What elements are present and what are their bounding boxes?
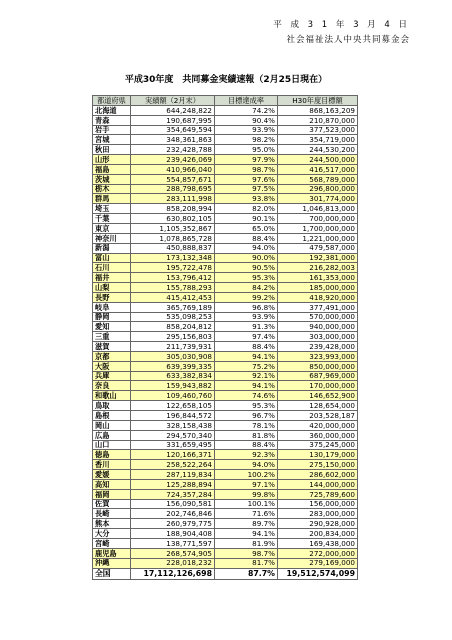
actual-cell: 415,412,453: [131, 292, 215, 302]
actual-cell: 354,649,594: [131, 125, 215, 135]
table-row: [93, 214, 358, 224]
actual-cell: 109,460,760: [131, 391, 215, 401]
table-row: [93, 322, 358, 332]
prefecture-cell: 千葉: [93, 214, 131, 224]
total-target: 19,512,574,099: [278, 568, 358, 580]
total-label: 全国: [93, 568, 131, 580]
target-cell: 200,834,000: [278, 529, 358, 539]
target-cell: 170,000,000: [278, 381, 358, 391]
target-cell: 275,150,000: [278, 460, 358, 470]
rate-cell: 90.1%: [215, 214, 278, 224]
rate-cell: 75.2%: [215, 361, 278, 371]
rate-cell: 88.4%: [215, 440, 278, 450]
target-cell: 479,587,000: [278, 243, 358, 253]
prefecture-cell: 静岡: [93, 312, 131, 322]
prefecture-cell: 奈良: [93, 381, 131, 391]
actual-cell: 305,030,908: [131, 351, 215, 361]
prefecture-cell: 高知: [93, 479, 131, 489]
actual-cell: 630,802,105: [131, 214, 215, 224]
report-title: 平成30年度 共同募金実績速報（2月25日現在）: [124, 75, 328, 85]
prefecture-cell: 神奈川: [93, 233, 131, 243]
actual-cell: 331,659,495: [131, 440, 215, 450]
table-row: [93, 292, 358, 302]
rate-cell: 65.0%: [215, 223, 278, 233]
table-row: [93, 529, 358, 539]
actual-cell: 1,078,865,728: [131, 233, 215, 243]
target-cell: 323,993,000: [278, 351, 358, 361]
rate-cell: 71.6%: [215, 509, 278, 519]
actual-cell: 239,426,069: [131, 155, 215, 165]
actual-cell: 196,844,572: [131, 411, 215, 421]
col-header-target: H30年度目標額: [278, 96, 358, 106]
actual-cell: 858,208,994: [131, 204, 215, 214]
target-cell: 303,000,000: [278, 332, 358, 342]
table-row: [93, 401, 358, 411]
table-row: [93, 105, 358, 115]
prefecture-cell: 新潟: [93, 243, 131, 253]
rate-cell: 97.4%: [215, 332, 278, 342]
prefecture-cell: 群馬: [93, 194, 131, 204]
rate-cell: 95.3%: [215, 273, 278, 283]
rate-cell: 81.9%: [215, 538, 278, 548]
target-cell: 279,169,000: [278, 558, 358, 568]
target-cell: 144,000,000: [278, 479, 358, 489]
target-cell: 169,438,000: [278, 538, 358, 548]
target-cell: 161,353,000: [278, 273, 358, 283]
target-cell: 203,528,187: [278, 411, 358, 421]
table-row: [93, 391, 358, 401]
target-cell: 301,774,000: [278, 194, 358, 204]
actual-cell: 295,156,803: [131, 332, 215, 342]
prefecture-cell: 山形: [93, 155, 131, 165]
rate-cell: 92.3%: [215, 450, 278, 460]
table-row: [93, 332, 358, 342]
actual-cell: 202,746,846: [131, 509, 215, 519]
rate-cell: 93.9%: [215, 125, 278, 135]
rate-cell: 94.1%: [215, 381, 278, 391]
table-row: [93, 174, 358, 184]
actual-cell: 450,888,837: [131, 243, 215, 253]
prefecture-cell: 山梨: [93, 283, 131, 293]
prefecture-cell: 広島: [93, 430, 131, 440]
target-cell: 1,700,000,000: [278, 223, 358, 233]
prefecture-cell: 栃木: [93, 184, 131, 194]
target-cell: 296,800,000: [278, 184, 358, 194]
rate-cell: 90.5%: [215, 263, 278, 273]
total-rate: 87.7%: [215, 568, 278, 580]
prefecture-cell: 香川: [93, 460, 131, 470]
rate-cell: 97.6%: [215, 174, 278, 184]
target-cell: 272,000,000: [278, 548, 358, 558]
target-cell: 192,381,000: [278, 253, 358, 263]
prefecture-cell: 福島: [93, 164, 131, 174]
table-row: [93, 243, 358, 253]
rate-cell: 74.2%: [215, 105, 278, 115]
target-cell: 216,282,003: [278, 263, 358, 273]
target-cell: 290,928,000: [278, 519, 358, 529]
actual-cell: 122,658,105: [131, 401, 215, 411]
target-cell: 725,789,600: [278, 489, 358, 499]
target-cell: 850,000,000: [278, 361, 358, 371]
prefecture-cell: 岐阜: [93, 302, 131, 312]
table-row: [93, 450, 358, 460]
rate-cell: 100.1%: [215, 499, 278, 509]
table-row: [93, 460, 358, 470]
table-row: [93, 479, 358, 489]
prefecture-cell: 長崎: [93, 509, 131, 519]
table-row: [93, 184, 358, 194]
actual-cell: 153,796,412: [131, 273, 215, 283]
target-cell: 360,000,000: [278, 430, 358, 440]
table-row: [93, 420, 358, 430]
rate-cell: 98.7%: [215, 548, 278, 558]
prefecture-cell: 岩手: [93, 125, 131, 135]
prefecture-cell: 三重: [93, 332, 131, 342]
actual-cell: 156,090,581: [131, 499, 215, 509]
prefecture-cell: 宮崎: [93, 538, 131, 548]
prefecture-cell: 鳥取: [93, 401, 131, 411]
prefecture-cell: 長野: [93, 292, 131, 302]
actual-cell: 287,119,834: [131, 470, 215, 480]
table-row: [93, 558, 358, 568]
prefecture-cell: 愛知: [93, 322, 131, 332]
table-row: [93, 499, 358, 509]
table-row: [93, 194, 358, 204]
actual-cell: 283,111,998: [131, 194, 215, 204]
rate-cell: 96.7%: [215, 411, 278, 421]
table-row: [93, 223, 358, 233]
actual-cell: 1,105,352,867: [131, 223, 215, 233]
target-cell: 940,000,000: [278, 322, 358, 332]
rate-cell: 82.0%: [215, 204, 278, 214]
rate-cell: 84.2%: [215, 283, 278, 293]
actual-cell: 268,574,905: [131, 548, 215, 558]
table-row: [93, 411, 358, 421]
results-table: [92, 95, 358, 580]
table-header-row: [93, 96, 358, 106]
prefecture-cell: 大阪: [93, 361, 131, 371]
prefecture-cell: 佐賀: [93, 499, 131, 509]
target-cell: 570,000,000: [278, 312, 358, 322]
actual-cell: 138,771,597: [131, 538, 215, 548]
target-cell: 868,163,209: [278, 105, 358, 115]
target-cell: 687,969,000: [278, 371, 358, 381]
table-row: [93, 361, 358, 371]
target-cell: 1,046,813,000: [278, 204, 358, 214]
prefecture-cell: 秋田: [93, 145, 131, 155]
rate-cell: 81.8%: [215, 430, 278, 440]
total-row: [93, 568, 358, 580]
prefecture-cell: 北海道: [93, 105, 131, 115]
table-row: [93, 164, 358, 174]
table-row: [93, 470, 358, 480]
actual-cell: 211,739,931: [131, 342, 215, 352]
rate-cell: 98.7%: [215, 164, 278, 174]
actual-cell: 260,979,775: [131, 519, 215, 529]
col-header-prefecture: 都道府県: [93, 96, 131, 106]
actual-cell: 724,357,284: [131, 489, 215, 499]
table-row: [93, 548, 358, 558]
table-row: [93, 273, 358, 283]
prefecture-cell: 京都: [93, 351, 131, 361]
target-cell: 244,530,200: [278, 145, 358, 155]
table-row: [93, 538, 358, 548]
actual-cell: 410,966,040: [131, 164, 215, 174]
actual-cell: 328,158,438: [131, 420, 215, 430]
target-cell: 420,000,000: [278, 420, 358, 430]
rate-cell: 90.0%: [215, 253, 278, 263]
prefecture-cell: 福井: [93, 273, 131, 283]
actual-cell: 639,399,335: [131, 361, 215, 371]
table-row: [93, 204, 358, 214]
organization-name: 社会福祉法人中央共同募金会: [286, 35, 410, 45]
actual-cell: 125,288,894: [131, 479, 215, 489]
rate-cell: 74.6%: [215, 391, 278, 401]
rate-cell: 94.0%: [215, 243, 278, 253]
rate-cell: 89.7%: [215, 519, 278, 529]
rate-cell: 92.1%: [215, 371, 278, 381]
table-row: [93, 489, 358, 499]
prefecture-cell: 東京: [93, 223, 131, 233]
rate-cell: 100.2%: [215, 470, 278, 480]
actual-cell: 190,687,995: [131, 115, 215, 125]
rate-cell: 93.9%: [215, 312, 278, 322]
table-row: [93, 302, 358, 312]
rate-cell: 98.2%: [215, 135, 278, 145]
rate-cell: 94.1%: [215, 529, 278, 539]
prefecture-cell: 福岡: [93, 489, 131, 499]
actual-cell: 348,361,863: [131, 135, 215, 145]
table-row: [93, 371, 358, 381]
prefecture-cell: 富山: [93, 253, 131, 263]
actual-cell: 188,904,408: [131, 529, 215, 539]
prefecture-cell: 山口: [93, 440, 131, 450]
actual-cell: 195,722,478: [131, 263, 215, 273]
actual-cell: 228,018,232: [131, 558, 215, 568]
target-cell: 377,523,000: [278, 125, 358, 135]
actual-cell: 232,428,788: [131, 145, 215, 155]
table-row: [93, 263, 358, 273]
prefecture-cell: 和歌山: [93, 391, 131, 401]
table-row: [93, 125, 358, 135]
table-row: [93, 135, 358, 145]
prefecture-cell: 茨城: [93, 174, 131, 184]
prefecture-cell: 大分: [93, 529, 131, 539]
table-row: [93, 381, 358, 391]
actual-cell: 120,166,371: [131, 450, 215, 460]
rate-cell: 90.4%: [215, 115, 278, 125]
rate-cell: 88.4%: [215, 342, 278, 352]
target-cell: 185,000,000: [278, 283, 358, 293]
rate-cell: 95.3%: [215, 401, 278, 411]
rate-cell: 93.8%: [215, 194, 278, 204]
table-row: [93, 283, 358, 293]
target-cell: 416,517,000: [278, 164, 358, 174]
total-actual: 17,112,126,698: [131, 568, 215, 580]
table-row: [93, 509, 358, 519]
rate-cell: 97.9%: [215, 155, 278, 165]
table-row: [93, 115, 358, 125]
table-row: [93, 155, 358, 165]
table-row: [93, 440, 358, 450]
actual-cell: 554,857,671: [131, 174, 215, 184]
prefecture-cell: 徳島: [93, 450, 131, 460]
actual-cell: 644,248,822: [131, 105, 215, 115]
prefecture-cell: 宮城: [93, 135, 131, 145]
target-cell: 244,500,000: [278, 155, 358, 165]
prefecture-cell: 熊本: [93, 519, 131, 529]
actual-cell: 159,943,882: [131, 381, 215, 391]
prefecture-cell: 愛媛: [93, 470, 131, 480]
target-cell: 210,870,000: [278, 115, 358, 125]
rate-cell: 99.2%: [215, 292, 278, 302]
prefecture-cell: 滋賀: [93, 342, 131, 352]
actual-cell: 365,769,189: [131, 302, 215, 312]
rate-cell: 99.8%: [215, 489, 278, 499]
rate-cell: 97.5%: [215, 184, 278, 194]
rate-cell: 91.3%: [215, 322, 278, 332]
actual-cell: 288,798,695: [131, 184, 215, 194]
col-header-rate: 目標達成率: [215, 96, 278, 106]
target-cell: 128,654,000: [278, 401, 358, 411]
table-row: [93, 430, 358, 440]
prefecture-cell: 島根: [93, 411, 131, 421]
actual-cell: 173,132,348: [131, 253, 215, 263]
prefecture-cell: 岡山: [93, 420, 131, 430]
table-row: [93, 519, 358, 529]
table-body: [93, 105, 358, 568]
actual-cell: 258,522,264: [131, 460, 215, 470]
table-row: [93, 351, 358, 361]
table-row: [93, 312, 358, 322]
prefecture-cell: 鹿児島: [93, 548, 131, 558]
target-cell: 1,221,000,000: [278, 233, 358, 243]
target-cell: 418,920,000: [278, 292, 358, 302]
target-cell: 283,000,000: [278, 509, 358, 519]
target-cell: 700,000,000: [278, 214, 358, 224]
rate-cell: 94.1%: [215, 351, 278, 361]
actual-cell: 858,204,812: [131, 322, 215, 332]
target-cell: 286,602,000: [278, 470, 358, 480]
rate-cell: 94.0%: [215, 460, 278, 470]
actual-cell: 633,382,834: [131, 371, 215, 381]
report-date: 平 成 3 1 年 3 月 4 日: [273, 20, 410, 30]
rate-cell: 81.7%: [215, 558, 278, 568]
actual-cell: 535,098,253: [131, 312, 215, 322]
rate-cell: 78.1%: [215, 420, 278, 430]
target-cell: 130,179,000: [278, 450, 358, 460]
col-header-actual: 実績額（2月末）: [131, 96, 215, 106]
target-cell: 377,491,000: [278, 302, 358, 312]
target-cell: 239,428,000: [278, 342, 358, 352]
prefecture-cell: 沖縄: [93, 558, 131, 568]
rate-cell: 96.8%: [215, 302, 278, 312]
prefecture-cell: 石川: [93, 263, 131, 273]
table-row: [93, 233, 358, 243]
rate-cell: 88.4%: [215, 233, 278, 243]
target-cell: 354,719,000: [278, 135, 358, 145]
table-row: [93, 342, 358, 352]
prefecture-cell: 青森: [93, 115, 131, 125]
table-row: [93, 145, 358, 155]
target-cell: 375,245,000: [278, 440, 358, 450]
target-cell: 568,789,000: [278, 174, 358, 184]
actual-cell: 294,570,340: [131, 430, 215, 440]
target-cell: 146,652,900: [278, 391, 358, 401]
prefecture-cell: 兵庫: [93, 371, 131, 381]
rate-cell: 97.1%: [215, 479, 278, 489]
target-cell: 156,000,000: [278, 499, 358, 509]
table-row: [93, 253, 358, 263]
actual-cell: 155,788,293: [131, 283, 215, 293]
prefecture-cell: 埼玉: [93, 204, 131, 214]
rate-cell: 95.0%: [215, 145, 278, 155]
